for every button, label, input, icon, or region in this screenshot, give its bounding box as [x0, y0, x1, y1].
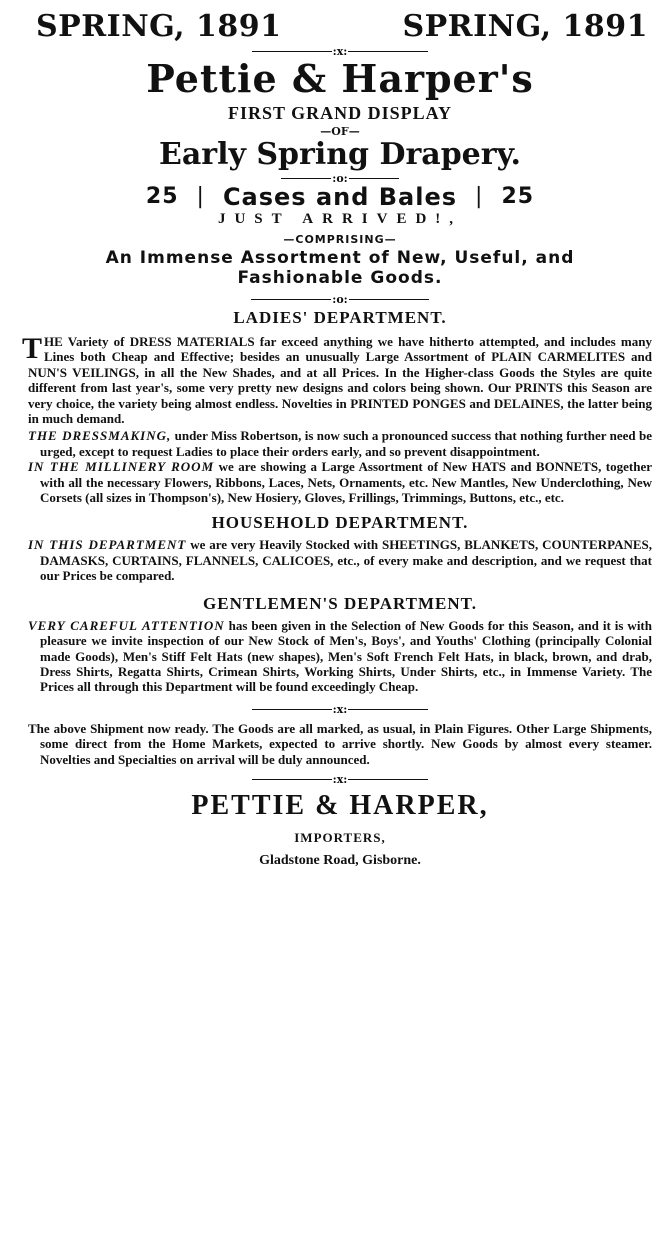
cases-divider: | [475, 184, 484, 209]
divider-rule: :x: [28, 773, 652, 787]
ladies-department-heading: LADIES' DEPARTMENT. [233, 308, 447, 327]
cases-label: Cases and Bales [222, 183, 458, 211]
cases-divider: | [196, 184, 205, 209]
masthead-left: SPRING, 1891 [36, 9, 282, 44]
footer-role: IMPORTERS, [294, 829, 386, 845]
drop-cap: T [22, 332, 43, 365]
just-arrived: JUST ARRIVED!, [217, 211, 463, 227]
masthead-right: SPRING, 1891 [402, 9, 648, 44]
ladies-paragraph-millinery: IN THE MILLINERY ROOM we are showing a Large Assortment of New HATS and BONNETS, together with all the necessary Flowers, Ribbons, Laces, Nets, Ornaments, etc. New Mantles, New Underclothing, New Corsets (all sizes in Thompson's), New Hosiery, Gloves, Frillings, Trimmings, Buttons, etc., etc. [28, 459, 652, 506]
divider-rule: :x: [28, 703, 652, 717]
cases-banner [28, 184, 652, 210]
divider-rule: :o: [28, 172, 652, 184]
footer-address: Gladstone Road, Gisborne. [259, 852, 421, 868]
comprising-label: —COMPRISING— [283, 233, 397, 246]
gentlemen-paragraph: VERY CAREFUL ATTENTION has been given in the Selection of New Goods for this Season, and it is with pleasure we invite inspection of our New Stock of Men's, Boys', and Youths' Clothing (principally Colonial made Goods), Men's Stiff Felt Hats (new shapes), Men's Soft French Felt Hats, in black, brown, and drab, Dress Shirts, Regatta Shirts, Crimean Shirts, Working Shirts, Under Shirts, etc., in Immense Variety. The Prices all through this Department will be found exceedingly Cheap. [28, 617, 652, 695]
ladies-paragraph-dressmaking: THE DRESSMAKING, under Miss Robertson, is now such a pronounced success that nothing further need be urged, except to request Ladies to place their orders early, and so prevent disappointment. [28, 428, 652, 459]
masthead [36, 10, 652, 44]
footer-firm-name: PETTIE & HARPER, [191, 789, 489, 821]
firm-name: Pettie & Harper's [146, 56, 534, 101]
of-text: —OF— [320, 125, 360, 138]
cases-count-left: 25 [145, 184, 179, 209]
household-department-heading: HOUSEHOLD DEPARTMENT. [211, 513, 469, 533]
ladies-paragraph-materials: THE Variety of DRESS MATERIALS far exceed anything we have hitherto attempted, and includes many Lines both Cheap and Effective; besides an unusually Large Assortment of PLAIN CARMELITES and NUN'S VEILINGS, in all the New Shades, and at all Prices. In the Higher-class Goods the Styles are quite different from last year's, some very pretty new designs and colors being shown. Our PRINTS this Season are very choice, the variety being almost endless. Novelties in PRINTED PONGES and DELAINES, the latter being in much demand. [22, 332, 652, 427]
cases-count-right: 25 [501, 184, 535, 209]
assortment-line: An Immense Assortment of New, Useful, and Fashionable Goods. [105, 248, 575, 288]
divider-rule: :x: [28, 44, 652, 58]
household-paragraph: IN THIS DEPARTMENT we are very Heavily Stocked with SHEETINGS, BLANKETS, COUNTERPANES, DAMASKS, CURTAINS, FLANNELS, CALICOES, etc., of every make and description, and we request that our Prices be compared. [28, 537, 652, 584]
divider-rule: :o: [28, 292, 652, 306]
display-title: FIRST GRAND DISPLAY [227, 103, 453, 123]
early-spring-heading: Early Spring Drapery. [158, 137, 522, 172]
gentlemen-department-heading: GENTLEMEN'S DEPARTMENT. [203, 593, 477, 613]
shipment-note: The above Shipment now ready. The Goods are all marked, as usual, in Plain Figures. Other Large Shipments, some direct from the Home Markets, expected to arrive shortly. New Goods by almost every steamer. Novelties and Specialties on arrival will be duly announced. [28, 720, 652, 767]
